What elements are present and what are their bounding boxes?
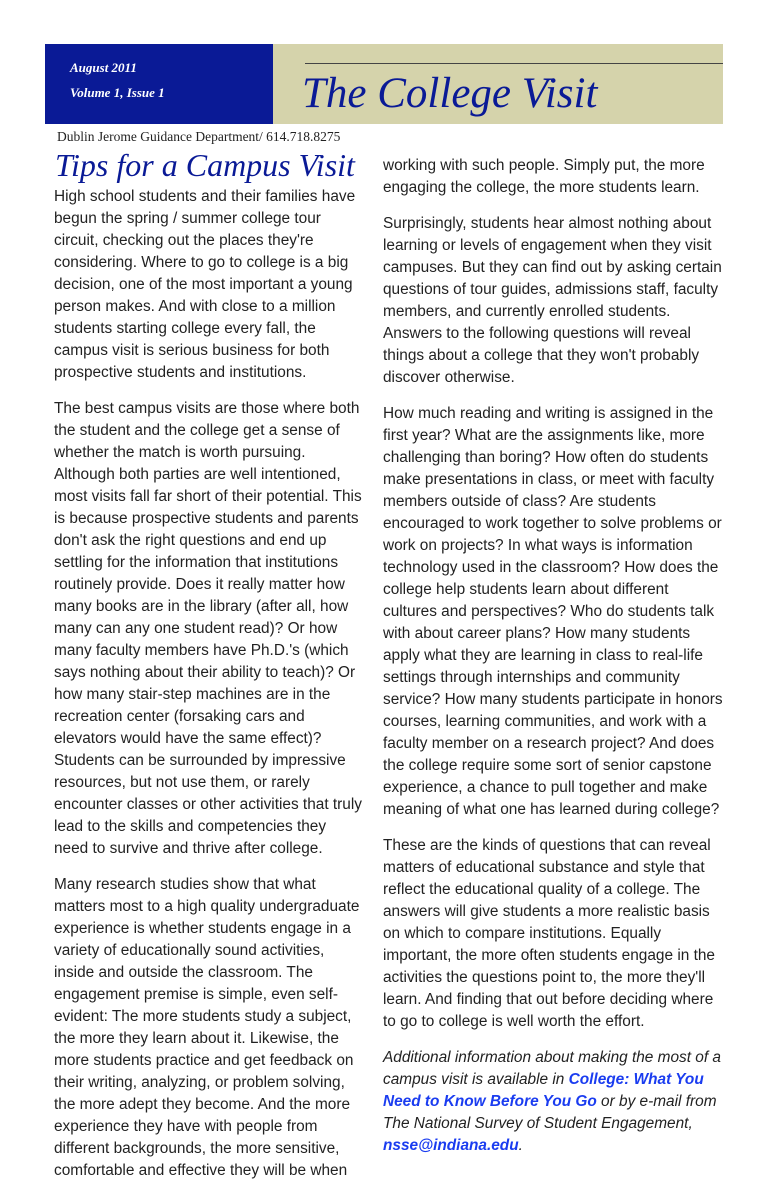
article-heading: Tips for a Campus Visit bbox=[55, 147, 355, 183]
email-link[interactable]: nsse@indiana.edu bbox=[383, 1137, 519, 1154]
additional-middle: or by e-mail from The National Survey of Student Engagement, bbox=[383, 1093, 717, 1132]
additional-info bbox=[383, 1047, 725, 1157]
paragraph: The best campus visits are those where both the student and the college get a sense of whether the match is worth pursuing. Although both parties are well intentioned, most visits fall far short of their potential. This is because prospective students and parents don't ask the right questions and end up settling for the information that institutions routinely provide. Does it really matter how many books are in the library (after all, how many can any one student read)? Or how many faculty members have Ph.D.'s (which says nothing about their ability to teach)? Or how many stair-step machines are in the recreation center (forsaking cars and elevators would have the same effect)? Students can be surrounded by impressive resources, but not use them, or rarely encounter classes or other activities that truly lead to the skills and competencies they need to survive and thrive after college. bbox=[54, 400, 362, 857]
masthead-date-block bbox=[45, 44, 273, 124]
paragraph: These are the kinds of questions that can reveal matters of educational substance and style that reflect the educational quality of a college. The answers will give students a more realistic basis on which to compare institutions. Equally important, the more often students engage in the activities the questions point to, the more they'll learn. And finding that out before deciding where to go to college is well worth the effort. bbox=[383, 837, 715, 1030]
newsletter-title: The College Visit bbox=[302, 70, 598, 117]
paragraph: working with such people. Simply put, the more engaging the college, the more students learn. bbox=[383, 157, 705, 196]
additional-intro: Additional information about making the most of a campus visit is available in bbox=[383, 1049, 721, 1088]
additional-end: . bbox=[518, 1137, 523, 1154]
left-column bbox=[54, 186, 364, 1196]
paragraph: Many research studies show that what matters most to a high quality undergraduate experience is whether students engage in a variety of educationally sound activities, inside and outside the classroom. The engagement premise is simple, even self-evident: The more students study a subject, the more they learn about it. Likewise, the more students practice and get feedback on their writing, analyzing, or problem solving, the more adept they become. And the more experience they have with people from different backgrounds, the more sensitive, comfortable and effective they will be when bbox=[54, 876, 360, 1179]
right-column bbox=[383, 155, 725, 1171]
issue-volume: Volume 1, Issue 1 bbox=[70, 85, 165, 100]
department-line: Dublin Jerome Guidance Department/ 614.718.8275 bbox=[57, 129, 341, 144]
paragraph: High school students and their families have begun the spring / summer college tour circuit, checking out the places they're considering. Where to go to college is a big decision, one of the most important a young person makes. And with close to a million students starting college every fall, the campus visit is serious business for both prospective students and institutions. bbox=[54, 188, 356, 381]
book-link[interactable]: College: What You Need to Know Before You Go bbox=[383, 1071, 704, 1110]
paragraph: How much reading and writing is assigned in the first year? What are the assignments like, more challenging than boring? How often do students make presentations in class, or meet with faculty members outside of class? Are students encouraged to work together to solve problems or work on projects? In what ways is information technology used in the classroom? How does the college help students learn about different cultures and perspectives? Who do students talk with about career plans? How many students apply what they are learning in class to real-life settings through internships and community service? How many students participate in honors courses, learning communities, and work with a faculty member on a research project? And does the college require some sort of senior capstone experience, a chance to pull together and make meaning of what one has learned during college? bbox=[383, 405, 723, 818]
masthead-divider bbox=[305, 63, 723, 64]
paragraph: Surprisingly, students hear almost nothing about learning or levels of engagement when they visit campuses. But they can find out by asking certain questions of tour guides, admissions staff, faculty members, and currently enrolled students. Answers to the following questions will reveal things about a college that they won't probably discover otherwise. bbox=[383, 215, 722, 386]
issue-date: August 2011 bbox=[70, 60, 137, 75]
